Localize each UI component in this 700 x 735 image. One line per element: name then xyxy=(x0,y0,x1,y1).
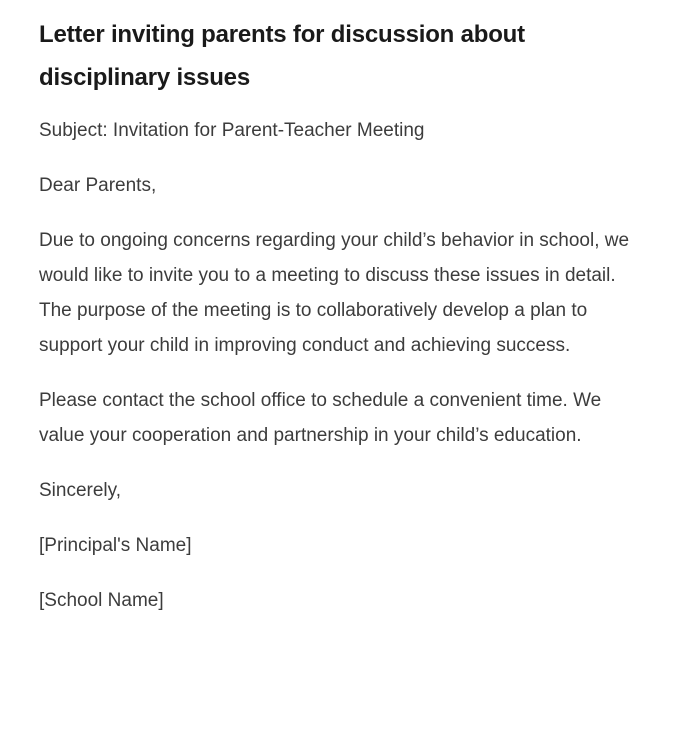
body-paragraph: Please contact the school office to schedule a convenient time. We value your cooperation and partnership in your child’s education. xyxy=(39,390,602,446)
signature-name: [Principal's Name] xyxy=(39,535,192,556)
body-paragraph: Due to ongoing concerns regarding your child’s behavior in school, we would like to invite you to a meeting to discuss these issues in detail. The purpose of the meeting is to collaboratively develop a plan to support your child in improving conduct and achieving success. xyxy=(39,230,630,356)
signature-school: [School Name] xyxy=(39,590,164,611)
closing: Sincerely, xyxy=(39,480,122,501)
salutation: Dear Parents, xyxy=(39,175,157,196)
page-title: Letter inviting parents for discussion about disciplinary issues xyxy=(39,21,525,91)
subject-line: Subject: Invitation for Parent-Teacher Meeting xyxy=(39,120,425,141)
